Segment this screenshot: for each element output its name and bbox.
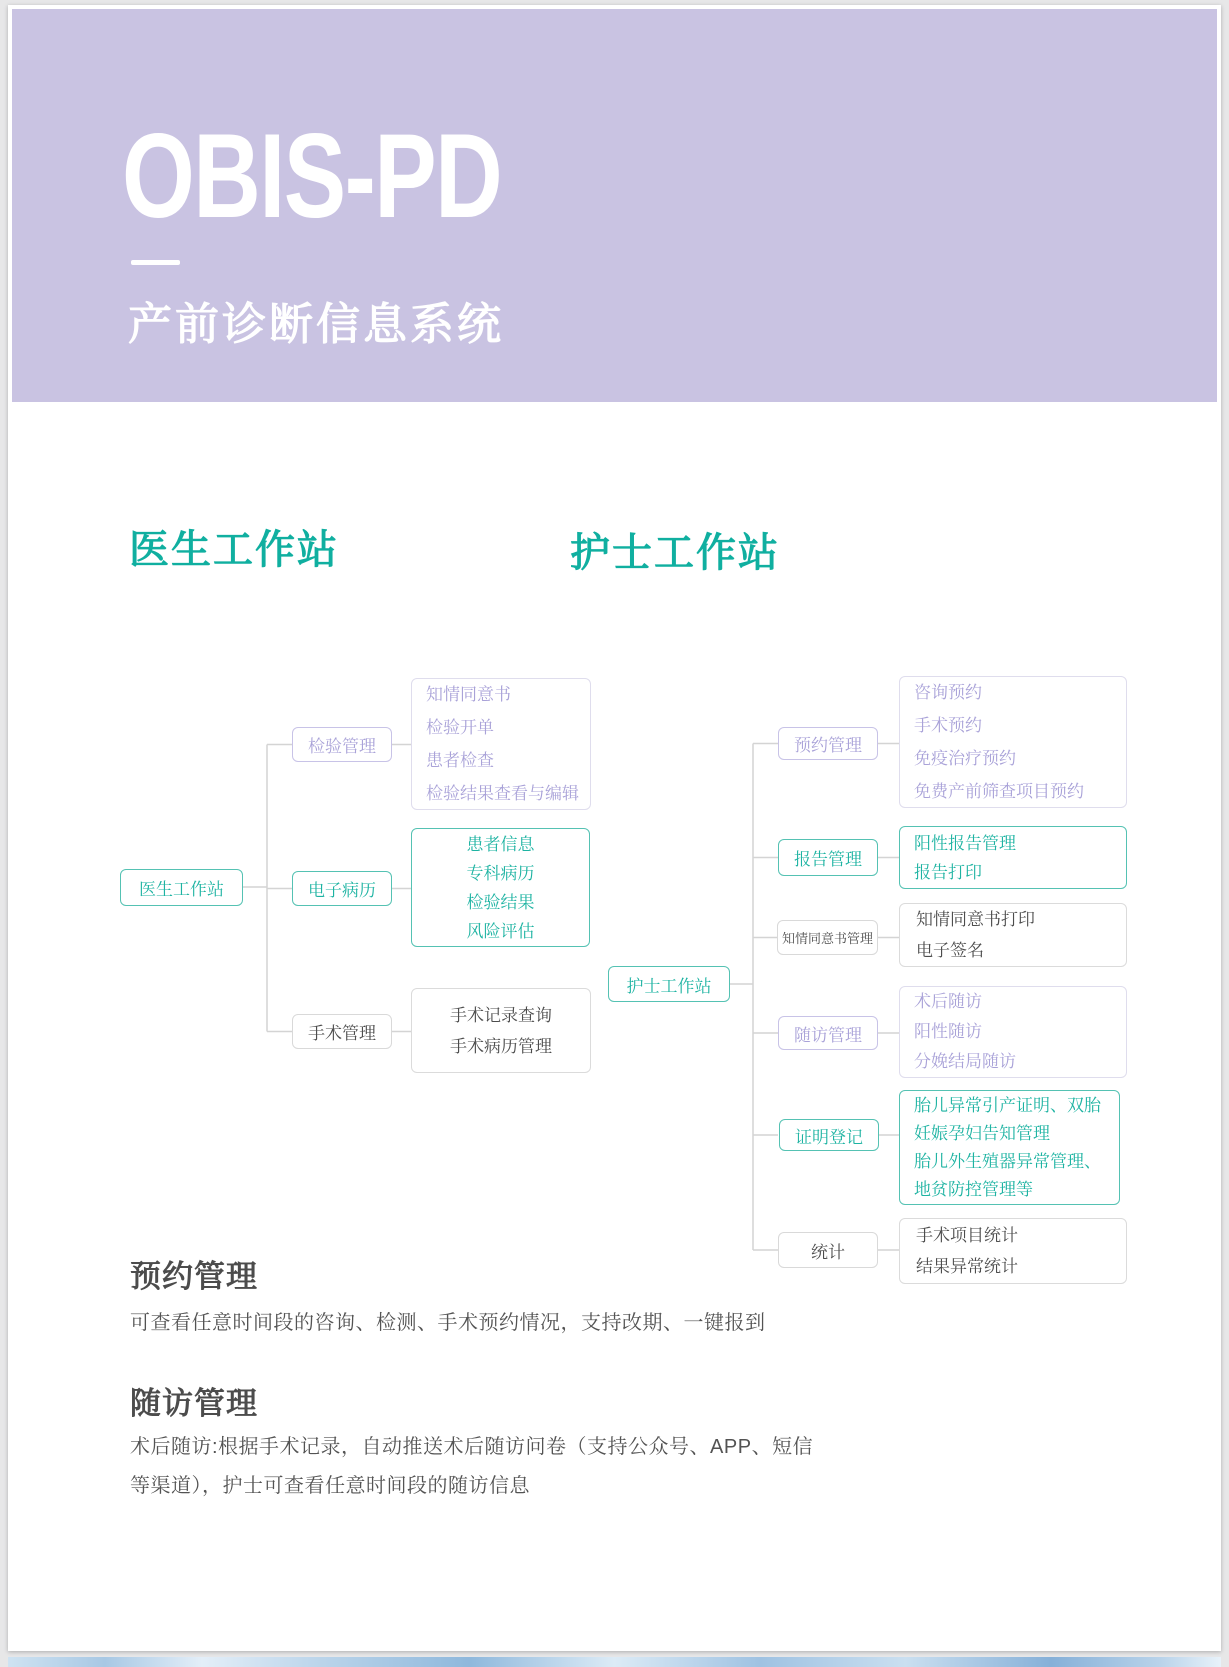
- leaf-item: 免疫治疗预约: [914, 749, 1016, 768]
- leaf-item: 手术项目统计: [916, 1226, 1018, 1245]
- feature-description-followup-line2: 等渠道），护士可查看任意时间段的随访信息: [130, 1475, 530, 1497]
- leaf-item: 知情同意书打印: [916, 910, 1035, 929]
- nurse-branch-appointment-management: 预约管理: [778, 727, 878, 760]
- nurse-leaf-followup-items: [899, 986, 1127, 1078]
- leaf-item: 知情同意书: [426, 685, 511, 704]
- leaf-item: 电子签名: [916, 941, 984, 960]
- leaf-item: 手术预约: [914, 716, 982, 735]
- feature-description-appointment: 可查看任意时间段的咨询、检测、手术预约情况，支持改期、一键报到: [130, 1312, 766, 1334]
- leaf-item: 免费产前筛查项目预约: [914, 782, 1084, 801]
- leaf-item: 胎儿异常引产证明、双胎: [914, 1095, 1101, 1115]
- leaf-item: 阳性随访: [914, 1022, 982, 1041]
- nurse-branch-report-management: 报告管理: [778, 839, 878, 876]
- next-page-preview-strip: [8, 1657, 1221, 1667]
- leaf-item: 检验结果查看与编辑: [426, 784, 579, 803]
- doctor-leaf-surgery-items: [411, 988, 591, 1073]
- product-logo: OBIS-PD: [122, 109, 502, 243]
- leaf-item: 风险评估: [466, 921, 535, 941]
- leaf-item: 分娩结局随访: [914, 1052, 1016, 1071]
- leaf-item: 检验开单: [426, 718, 494, 737]
- nurse-leaf-certificate-items: [899, 1090, 1120, 1205]
- doctor-branch-surgery-management: 手术管理: [292, 1014, 392, 1049]
- doctor-leaf-emr-items: [411, 828, 590, 947]
- leaf-item: 术后随访: [914, 992, 982, 1011]
- feature-title-followup: 随访管理: [130, 1386, 258, 1421]
- feature-description-followup-line1: 术后随访:根据手术记录，自动推送术后随访问卷（支持公众号、APP、短信: [130, 1436, 814, 1458]
- leaf-item: 报告打印: [914, 862, 982, 882]
- leaf-item: 专科病历: [466, 863, 535, 883]
- doctor-branch-inspection-management: 检验管理: [292, 727, 392, 762]
- leaf-item: 手术记录查询: [450, 1005, 552, 1025]
- leaf-item: 妊娠孕妇告知管理: [914, 1123, 1050, 1143]
- nurse-branch-consent-management: 知情同意书管理: [777, 920, 878, 955]
- doctor-tree-root-node: 医生工作站: [120, 869, 243, 906]
- nurse-leaf-statistics-items: [899, 1218, 1127, 1284]
- feature-title-appointment: 预约管理: [130, 1259, 258, 1294]
- leaf-item: 咨询预约: [914, 683, 982, 702]
- nurse-tree-root-node: 护士工作站: [608, 966, 730, 1002]
- doctor-workstation-heading: 医生工作站: [129, 528, 339, 572]
- leaf-item: 阳性报告管理: [914, 833, 1016, 853]
- leaf-item: 患者检查: [426, 751, 494, 770]
- leaf-item: 手术病历管理: [450, 1036, 552, 1056]
- nurse-branch-statistics: 统计: [778, 1232, 878, 1268]
- hero-divider: [131, 260, 180, 265]
- leaf-item: 地贫防控管理等: [914, 1179, 1033, 1199]
- nurse-leaf-consent-items: [899, 903, 1127, 967]
- leaf-item: 检验结果: [466, 892, 535, 912]
- doctor-leaf-inspection-items: [411, 678, 591, 810]
- nurse-leaf-report-items: [899, 826, 1127, 889]
- doctor-branch-emr: 电子病历: [292, 871, 392, 906]
- nurse-workstation-heading: 护士工作站: [570, 531, 780, 575]
- nurse-leaf-appointment-items: [899, 676, 1127, 808]
- nurse-branch-certificate-registration: 证明登记: [779, 1119, 879, 1151]
- product-subtitle: 产前诊断信息系统: [128, 300, 504, 349]
- leaf-item: 患者信息: [466, 834, 535, 854]
- leaf-item: 结果异常统计: [916, 1257, 1018, 1276]
- leaf-item: 胎儿外生殖器异常管理、: [914, 1151, 1101, 1171]
- nurse-branch-followup-management: 随访管理: [778, 1016, 878, 1050]
